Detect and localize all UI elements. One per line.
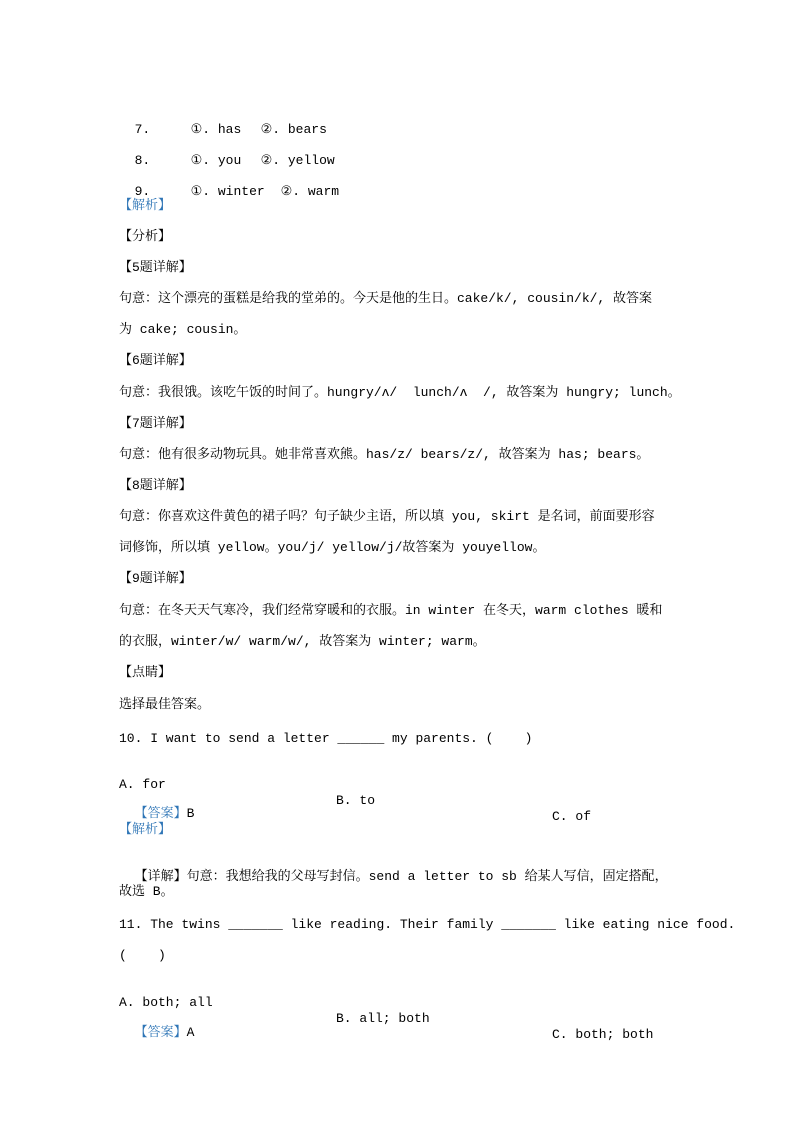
q6-text-line1: 句意：我很饿。该吃午饭的时间了。hungry/ʌ/ lunch/ʌ /, 故答案为 hungry; lunch。 — [119, 385, 681, 400]
q8-text-line2: 词修饰，所以填 yellow。you/j/ yellow/j/故答案为 youyellow。 — [119, 540, 546, 555]
q10-option-b: B. to — [336, 793, 376, 808]
answer-line-8 — [119, 137, 335, 169]
q5-text-line2: 为 cake; cousin。 — [119, 322, 247, 337]
answer-1: ①. winter — [190, 184, 265, 199]
answer-value: A — [186, 1025, 195, 1040]
q5-text-line1: 句意：这个漂亮的蛋糕是给我的堂弟的。今天是他的生日。cake/k/, cousin/k/, 故答案 — [119, 291, 653, 306]
q10-detail-line2: 故选 B。 — [119, 884, 174, 899]
q11-stem-paren: ( ) — [119, 948, 166, 963]
q11-option-a: A. both; all — [119, 995, 213, 1010]
answer-line-9 — [119, 168, 339, 200]
answer-number: 9. — [134, 184, 151, 199]
q11-option-b: B. all; both — [336, 1011, 430, 1026]
q11-answer — [119, 1009, 194, 1041]
q9-tag: 【9题详解】 — [119, 571, 192, 586]
answer-tag: 【答案】 — [134, 1025, 187, 1040]
q7-text-line1: 句意：他有很多动物玩具。她非常喜欢熊。has/z/ bears/z/, 故答案为 has; bears。 — [119, 447, 650, 462]
q10-option-c: C. of — [552, 809, 592, 824]
answer-2: ②. bears — [260, 122, 327, 137]
answer-2: ②. warm — [280, 184, 340, 199]
q10-stem: 10. I want to send a letter ______ my parents. ( ) — [119, 731, 533, 746]
q10-answer — [119, 790, 194, 822]
fenxi-tag: 【分析】 — [119, 229, 172, 244]
q6-tag: 【6题详解】 — [119, 353, 192, 368]
answer-value: B — [186, 806, 195, 821]
answer-1: ①. has — [190, 122, 242, 137]
answer-number: 8. — [134, 153, 151, 168]
dianjing-text: 选择最佳答案。 — [119, 697, 211, 712]
q9-text-line1: 句意：在冬天天气寒冷，我们经常穿暖和的衣服。in winter 在冬天，warm clothes 暖和 — [119, 603, 663, 618]
q5-tag: 【5题详解】 — [119, 260, 192, 275]
q7-tag: 【7题详解】 — [119, 416, 192, 431]
q8-tag: 【8题详解】 — [119, 478, 192, 493]
answer-tag: 【答案】 — [134, 806, 187, 821]
answer-line-7 — [119, 106, 327, 138]
jiexi-tag: 【解析】 — [119, 198, 172, 213]
q10-jiexi-tag: 【解析】 — [119, 822, 172, 837]
detail-tag: 【详解】 — [134, 869, 187, 884]
q8-text-line1: 句意：你喜欢这件黄色的裙子吗？句子缺少主语，所以填 you, skirt 是名词，前面要形容 — [119, 509, 655, 524]
answer-1: ①. you — [190, 153, 242, 168]
q11-option-c: C. both; both — [552, 1027, 654, 1042]
q10-option-a: A. for — [119, 777, 166, 792]
answer-number: 7. — [134, 122, 151, 137]
q10-detail-line1 — [119, 853, 668, 885]
q11-stem: 11. The twins _______ like reading. Their family _______ like eating nice food. — [119, 917, 736, 932]
answer-2: ②. yellow — [260, 153, 335, 168]
dianjing-tag: 【点睛】 — [119, 665, 172, 680]
q9-text-line2: 的衣服，winter/w/ warm/w/, 故答案为 winter; warm。 — [119, 634, 486, 649]
detail-text: 句意：我想给我的父母写封信。send a letter to sb 给某人写信，固定搭配， — [186, 869, 668, 884]
